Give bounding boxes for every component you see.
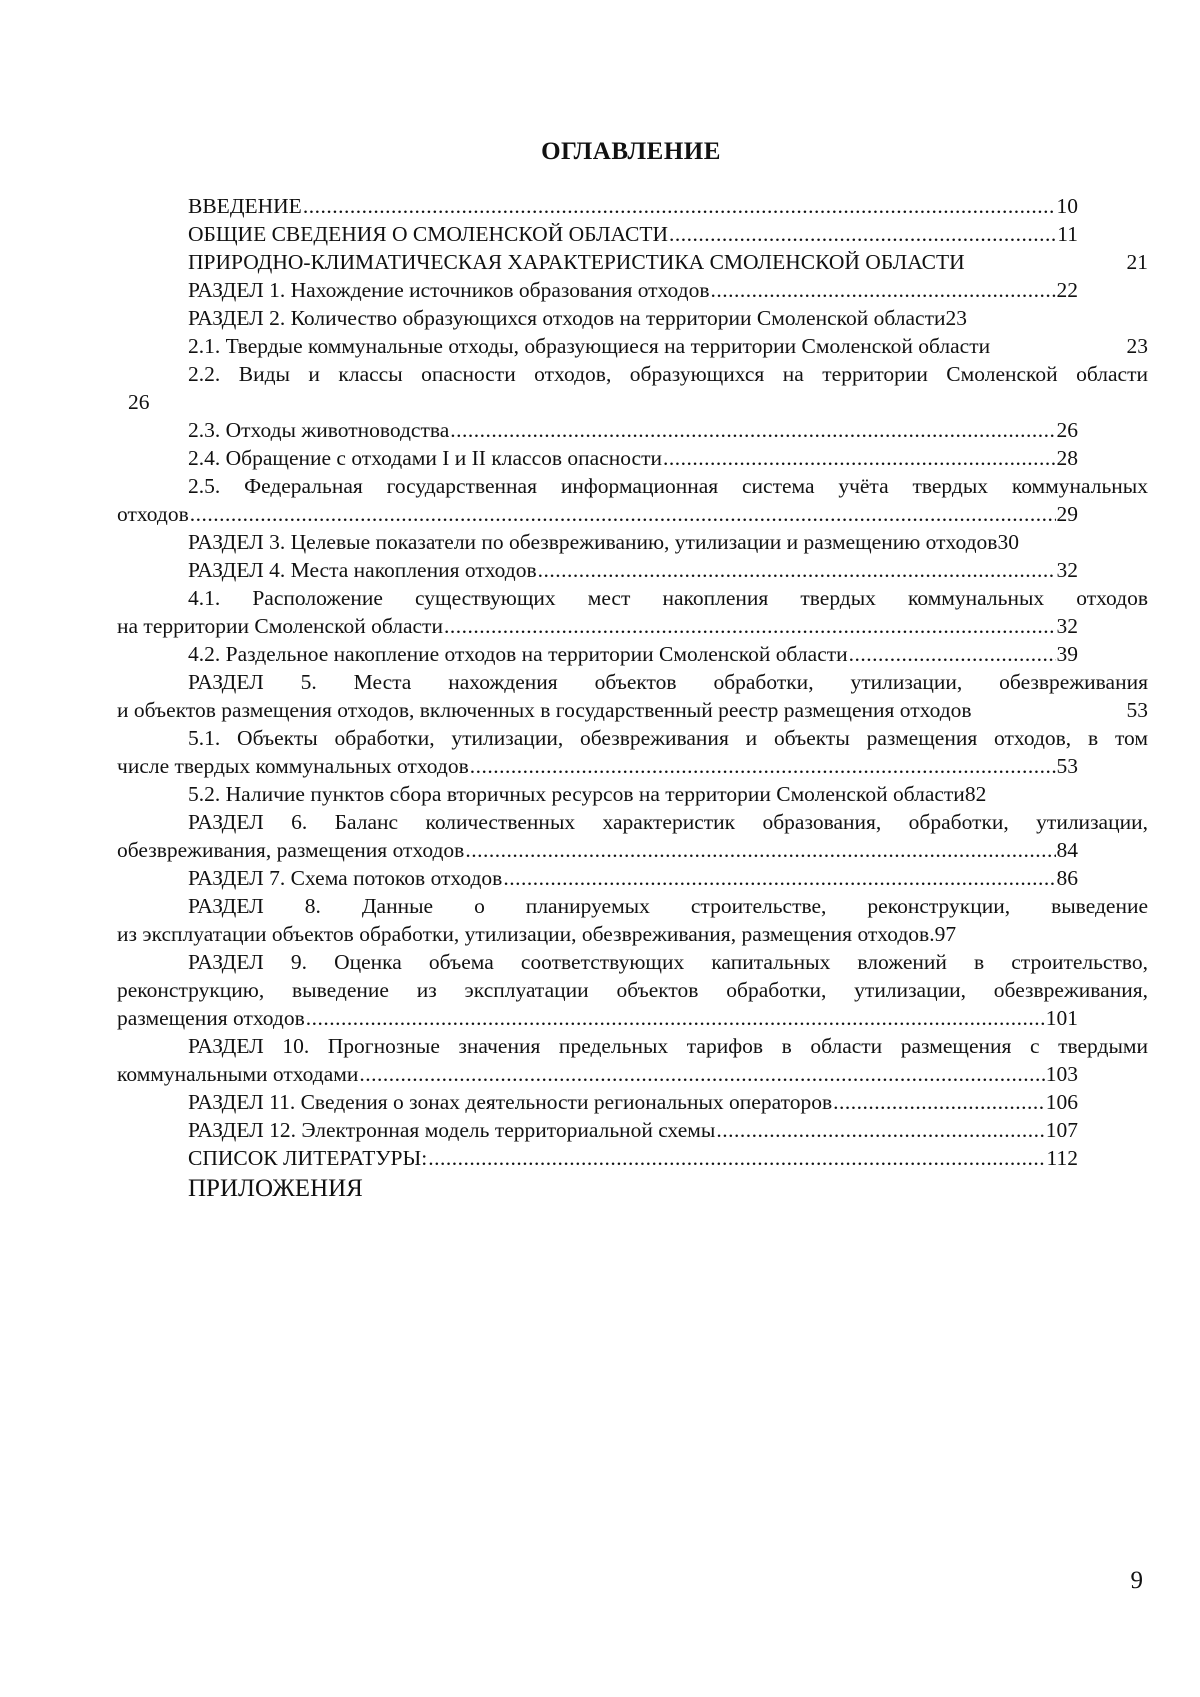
toc-entry-text: 2.4. Обращение с отходами I и II классов опасности — [188, 446, 662, 470]
toc-entry-4-1-continued — [117, 612, 1078, 640]
toc-entry-text: РАЗДЕЛ 7. Схема потоков отходов — [188, 866, 503, 890]
toc-entry-section-9: РАЗДЕЛ 9. Оценка объема соответствующих капитальных вложений в строительство, — [188, 950, 1148, 974]
toc-entry-text: ОБЩИЕ СВЕДЕНИЯ О СМОЛЕНСКОЙ ОБЛАСТИ — [188, 222, 668, 246]
toc-entry-section-7 — [188, 864, 1078, 892]
toc-entry-text: 5.2. Наличие пунктов сбора вторичных ресурсов на территории Смоленской области — [188, 782, 965, 806]
toc-page-number: 107 — [1045, 1118, 1078, 1142]
toc-entry-4-2 — [188, 640, 1078, 668]
leader-dots — [663, 444, 1056, 472]
toc-page-number: 21 — [1126, 250, 1148, 274]
toc-page-number: 29 — [1056, 502, 1078, 526]
toc-entry-section-12 — [188, 1116, 1078, 1144]
toc-entry-references — [188, 1144, 1078, 1172]
page-title: ОГЛАВЛЕНИЕ — [541, 138, 721, 165]
toc-entry-text: ПРИРОДНО-КЛИМАТИЧЕСКАЯ ХАРАКТЕРИСТИКА СМОЛЕНСКОЙ ОБЛАСТИ — [188, 250, 965, 274]
toc-entry-section-5-continued — [117, 696, 1148, 724]
toc-page-number: 84 — [1056, 838, 1078, 862]
toc-page-number: 103 — [1045, 1062, 1078, 1086]
toc-page-number: 86 — [1056, 866, 1078, 890]
toc-entry-section-10-continued — [117, 1060, 1078, 1088]
toc-page-number: 11 — [1057, 222, 1078, 246]
toc-page-number: 53 — [1056, 754, 1078, 778]
toc-page-number: 106 — [1045, 1090, 1078, 1114]
leader-dots — [716, 1116, 1044, 1144]
toc-entry-section-8-continued — [117, 920, 1107, 948]
toc-entry-2-1 — [188, 332, 1148, 360]
leader-dots — [306, 1004, 1045, 1032]
toc-entry-text: РАЗДЕЛ 12. Электронная модель территориальной схемы — [188, 1118, 716, 1142]
leader-dots — [710, 276, 1055, 304]
toc-entry-section-6: РАЗДЕЛ 6. Баланс количественных характеристик образования, обработки, утилизации, — [188, 810, 1148, 834]
toc-entry-5-2 — [188, 780, 1108, 808]
leader-dots — [303, 192, 1056, 220]
toc-entry-text: СПИСОК ЛИТЕРАТУРЫ: — [188, 1146, 428, 1170]
toc-entry-section-1 — [188, 276, 1078, 304]
toc-entry-5-1: 5.1. Объекты обработки, утилизации, обезвреживания и объекты размещения отходов, в том — [188, 726, 1148, 750]
toc-page-number: 39 — [1056, 642, 1078, 666]
leader-dots — [444, 612, 1056, 640]
leader-dots — [428, 1144, 1045, 1172]
leader-dots — [669, 220, 1056, 248]
toc-entry-text: РАЗДЕЛ 11. Сведения о зонах деятельности региональных операторов — [188, 1090, 833, 1114]
toc-entry-section-8: РАЗДЕЛ 8. Данные о планируемых строительстве, реконструкции, выведение — [188, 894, 1148, 918]
toc-entry-section-9-continued — [117, 1004, 1078, 1032]
toc-entry-general — [188, 220, 1078, 248]
toc-entry-section-6-continued — [117, 836, 1078, 864]
toc-entry-text: коммунальными отходами — [117, 1062, 359, 1086]
toc-entry-climate — [188, 248, 1148, 276]
toc-entry-text: из эксплуатации объектов обработки, утилизации, обезвреживания, размещения отходов. — [117, 922, 935, 946]
toc-entry-section-5: РАЗДЕЛ 5. Места нахождения объектов обработки, утилизации, обезвреживания — [188, 670, 1148, 694]
toc-page-number: 112 — [1046, 1146, 1078, 1170]
toc-entry-text: РАЗДЕЛ 3. Целевые показатели по обезвреживанию, утилизации и размещению отходов — [188, 530, 998, 554]
toc-entry-text: РАЗДЕЛ 2. Количество образующихся отходов на территории Смоленской области — [188, 306, 946, 330]
toc-entry-section-3 — [188, 528, 1108, 556]
toc-entry-2-3 — [188, 416, 1078, 444]
toc-entry-text: отходов — [117, 502, 189, 526]
toc-entry-appendices: ПРИЛОЖЕНИЯ — [188, 1175, 363, 1202]
leader-dots — [359, 1060, 1044, 1088]
toc-entry-text: и объектов размещения отходов, включенных в государственный реестр размещения отходов — [117, 698, 972, 722]
toc-entry-2-2: 2.2. Виды и классы опасности отходов, образующихся на территории Смоленской области — [188, 362, 1148, 386]
page-number: 9 — [1130, 1567, 1143, 1594]
toc-entry-2-5: 2.5. Федеральная государственная информационная система учёта твердых коммунальных — [188, 474, 1148, 498]
toc-page-number: 23 — [945, 306, 967, 330]
toc-page-number: 32 — [1056, 558, 1078, 582]
toc-page-number: 101 — [1045, 1006, 1078, 1030]
toc-entry-section-10: РАЗДЕЛ 10. Прогнозные значения предельных тарифов в области размещения с твердыми — [188, 1034, 1148, 1058]
toc-entry-text: на территории Смоленской области — [117, 614, 443, 638]
toc-entry-text: 4.2. Раздельное накопление отходов на территории Смоленской области — [188, 642, 848, 666]
toc-page-number: 10 — [1056, 194, 1078, 218]
toc-entry-section-11 — [188, 1088, 1078, 1116]
leader-dots — [465, 836, 1055, 864]
toc-entry-2-5-continued — [117, 500, 1078, 528]
toc-page-number: 22 — [1056, 278, 1078, 302]
toc-entry-text: размещения отходов — [117, 1006, 305, 1030]
toc-entry-intro — [188, 192, 1078, 220]
toc-page-number: 53 — [1126, 698, 1148, 722]
leader-dots — [503, 864, 1055, 892]
toc-entry-text: РАЗДЕЛ 4. Места накопления отходов — [188, 558, 537, 582]
toc-entry-4-1: 4.1. Расположение существующих мест накопления твердых коммунальных отходов — [188, 586, 1148, 610]
toc-entry-section-4 — [188, 556, 1078, 584]
toc-entry-2-4 — [188, 444, 1078, 472]
leader-dots — [538, 556, 1056, 584]
toc-page-number: 82 — [964, 782, 987, 806]
toc-entry-text: ВВЕДЕНИЕ — [188, 194, 302, 218]
toc-entry-5-1-continued — [117, 752, 1078, 780]
leader-dots — [833, 1088, 1045, 1116]
toc-page-number: 32 — [1056, 614, 1078, 638]
toc-entry-text: 2.3. Отходы животноводства — [188, 418, 450, 442]
toc-page-number: 28 — [1056, 446, 1078, 470]
toc-entry-section-2 — [188, 304, 1088, 332]
toc-entry-section-9-line-2: реконструкцию, выведение из эксплуатации объектов обработки, утилизации, обезвреживания, — [117, 978, 1148, 1002]
leader-dots — [849, 640, 1056, 668]
toc-page-number: 23 — [1126, 334, 1148, 358]
leader-dots — [470, 752, 1056, 780]
toc-page-number: 26 — [128, 390, 150, 414]
leader-dots — [450, 416, 1055, 444]
toc-entry-text: обезвреживания, размещения отходов — [117, 838, 465, 862]
toc-page-number: 30 — [997, 530, 1019, 554]
toc-entry-text: 2.1. Твердые коммунальные отходы, образующиеся на территории Смоленской области — [188, 334, 991, 358]
toc-entry-text: РАЗДЕЛ 1. Нахождение источников образования отходов — [188, 278, 710, 302]
toc-page-number: 26 — [1056, 418, 1078, 442]
toc-entry-text: числе твердых коммунальных отходов — [117, 754, 469, 778]
toc-page-number: 97 — [934, 922, 957, 946]
leader-dots — [190, 500, 1056, 528]
